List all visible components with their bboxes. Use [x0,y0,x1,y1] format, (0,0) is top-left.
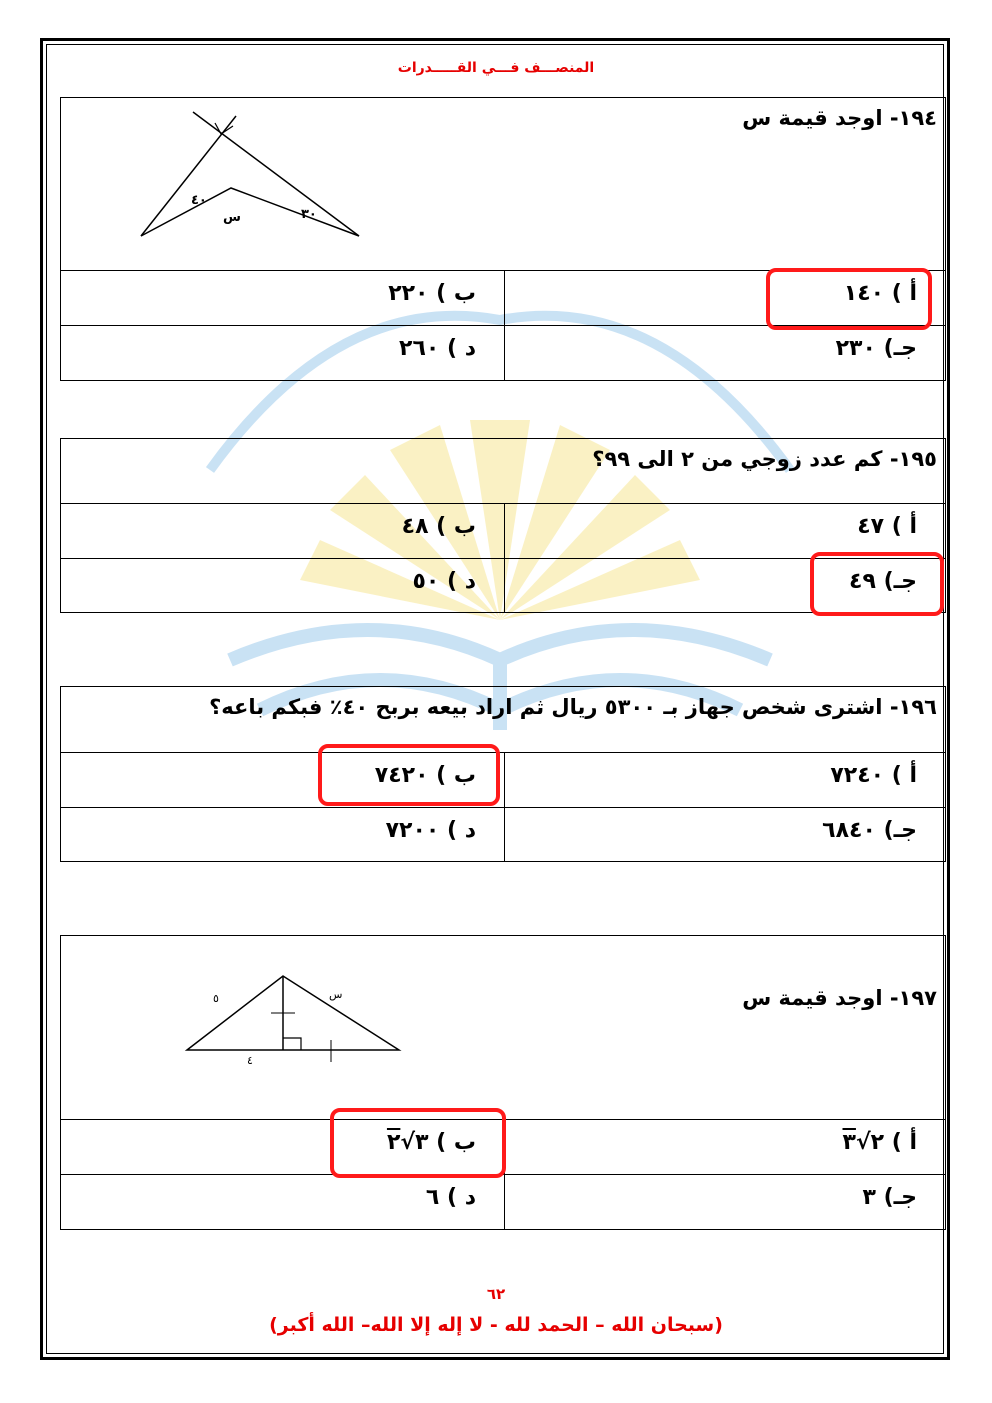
option-d[interactable]: د ) ٦ [425,1185,476,1210]
option-c[interactable]: جـ) ٦٨٤٠ [504,808,945,862]
answer-mark [810,552,944,616]
question-row [61,98,945,271]
footer-text: (سبحان الله – الحمد لله - لا إله إلا الله– الله أكبر) [269,1314,723,1336]
option-a[interactable]: أ ) ٢√٣ [504,1120,945,1174]
question-text: ١٩٤- اوجد قيمة س [742,106,937,130]
option-b[interactable]: ب ) ٤٨ [401,514,476,539]
option-b[interactable]: ب ) ٢٢٠ [388,281,476,306]
option-a[interactable]: أ ) ٤٧ [504,504,945,558]
option-d[interactable]: د ) ٢٦٠ [399,336,476,361]
option-c[interactable]: جـ) ٣ [504,1175,945,1229]
question-196 [60,686,946,862]
option-a[interactable]: أ ) ١٤٠ [504,271,945,325]
question-row [61,687,945,753]
options-row [61,808,945,862]
side-label: ٥ [213,992,219,1005]
options-row [61,504,945,559]
options-row [61,1175,945,1229]
option-b[interactable]: ب ) ٧٤٢٠ [374,763,476,788]
question-text: ١٩٧- اوجد قيمة س [742,986,937,1010]
angle-label: ٣٠ [301,207,317,222]
option-d[interactable]: د ) ٧٢٠٠ [385,818,476,843]
answer-mark [318,744,500,806]
option-b[interactable]: ب ) ٣√٢ [386,1130,476,1155]
question-197 [60,935,946,1230]
side-label: ٤ [247,1054,253,1067]
side-label-x: س [329,988,343,1001]
answer-mark [766,268,932,330]
angle-label: ٤٠ [191,193,207,208]
answer-mark [330,1108,506,1178]
question-text: ١٩٦- اشترى شخص جهاز بـ ٥٣٠٠ ريال ثم اراد بيعه بربح ٤٠٪ فبكم باعه؟ [209,695,937,719]
page-number: ٦٢ [486,1285,506,1303]
question-row [61,439,945,504]
option-a[interactable]: أ ) ٧٢٤٠ [504,753,945,807]
angle-label-x: س [223,210,241,225]
question-194 [60,97,946,381]
options-row [61,326,945,380]
header-title: المنصـــف فـــي القـــــدرات [397,60,595,76]
option-d[interactable]: د ) ٥٠ [412,569,476,594]
question-row [61,936,945,1120]
option-c[interactable]: جـ) ٢٣٠ [504,326,945,380]
triangle-figure [179,968,419,1078]
option-c[interactable]: جـ) ٤٩ [504,559,945,613]
question-text: ١٩٥- كم عدد زوجي من ٢ الى ٩٩؟ [592,447,937,471]
options-row [61,753,945,808]
triangle-figure [131,106,371,246]
